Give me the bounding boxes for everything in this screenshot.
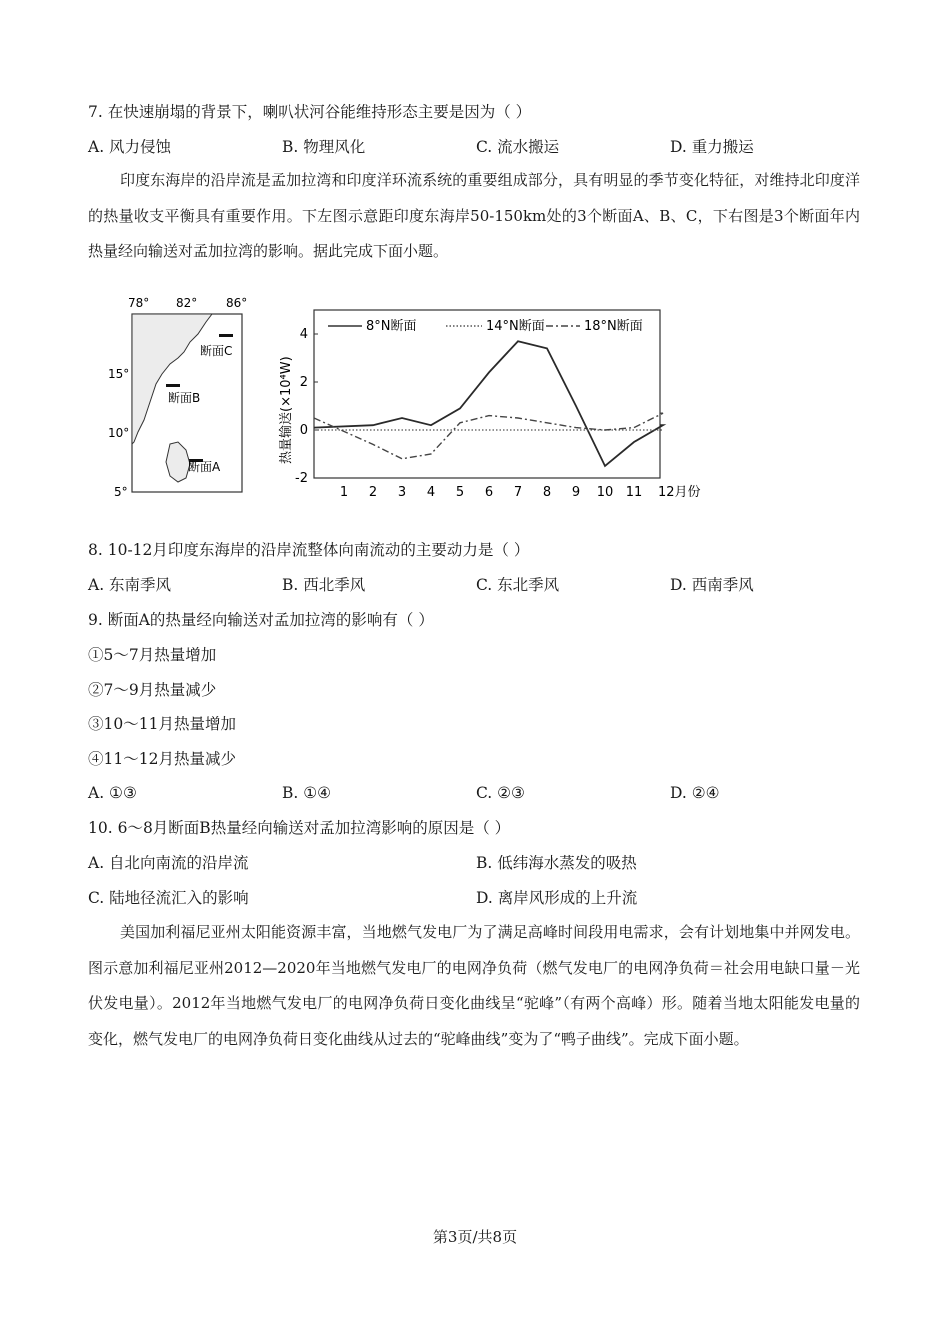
q10-option-a: A. 自北向南流的沿岸流 xyxy=(88,854,249,872)
q7-option-d: D. 重力搬运 xyxy=(670,138,754,156)
lon-label-86: 86° xyxy=(226,296,248,310)
india-east-coast-map xyxy=(108,296,247,499)
y-tick-label: 4 xyxy=(299,327,308,342)
legend-label-14n: 14°N断面 xyxy=(486,319,545,334)
q9-option-d: D. ②④ xyxy=(670,784,720,802)
section-a-label: 断面A xyxy=(188,460,221,474)
section-b-label: 断面B xyxy=(168,391,201,405)
lon-label-82: 82° xyxy=(176,296,198,310)
q10-option-d: D. 离岸风形成的上升流 xyxy=(476,889,638,907)
lat-label-5: 5° xyxy=(114,485,128,499)
q7-option-a: A. 风力侵蚀 xyxy=(88,138,172,156)
q10-option-b: B. 低纬海水蒸发的吸热 xyxy=(476,854,637,872)
x-tick-label: 4 xyxy=(426,485,436,500)
q8-option-d: D. 西南季风 xyxy=(670,576,754,594)
figure-svg xyxy=(100,292,720,502)
passage-indian-coastal-current: 印度东海岸的沿岸流是孟加拉湾和印度洋环流系统的重要组成部分，具有明显的季节变化特征，对维持北印度洋的热量收支平衡具有重要作用。下左图示意距印度东海岸50-150km处的3个断面A、B、C，下右图是3个断面年内热量经向输送对孟加拉湾的影响。据此完成下面小题。 xyxy=(88,171,860,260)
chart-ylabel: 热量输送(×10⁴W) xyxy=(279,356,294,464)
x-tick-label: 2 xyxy=(368,485,378,500)
q9-item-2: ②7～9月热量减少 xyxy=(88,681,217,699)
section-c-label: 断面C xyxy=(200,344,233,358)
chart-x-axis xyxy=(340,485,701,500)
x-tick-label: 1 xyxy=(339,485,349,500)
x-tick-label: 12月份 xyxy=(658,485,701,500)
x-tick-label: 5 xyxy=(455,485,465,500)
q8-option-a: A. 东南季风 xyxy=(88,576,172,594)
page-footer: 第3页/共8页 xyxy=(432,1228,518,1246)
section-b-marker xyxy=(166,384,180,387)
lon-label-78: 78° xyxy=(128,296,150,310)
q9-item-3: ③10～11月热量增加 xyxy=(88,715,236,733)
q8-option-b: B. 西北季风 xyxy=(282,576,366,594)
y-tick-label: 0 xyxy=(299,423,308,438)
q8-stem: 8. 10-12月印度东海岸的沿岸流整体向南流动的主要动力是（ ） xyxy=(88,541,530,559)
x-tick-label: 8 xyxy=(542,485,552,500)
x-tick-label: 7 xyxy=(513,485,523,500)
q7-option-c: C. 流水搬运 xyxy=(476,138,560,156)
x-tick-label: 9 xyxy=(571,485,581,500)
q9-item-1: ①5～7月热量增加 xyxy=(88,646,217,664)
chart-legend xyxy=(328,318,643,334)
figure-map-and-chart xyxy=(100,292,720,506)
lat-label-15: 15° xyxy=(108,367,130,381)
q7-option-b: B. 物理风化 xyxy=(282,138,366,156)
q9-option-a: A. ①③ xyxy=(88,784,137,802)
chart-plot-frame xyxy=(314,310,660,478)
x-tick-label: 3 xyxy=(397,485,407,500)
heat-transport-chart xyxy=(278,310,701,500)
x-tick-label: 11 xyxy=(625,485,643,500)
q8-option-c: C. 东北季风 xyxy=(476,576,560,594)
x-tick-label: 6 xyxy=(484,485,494,500)
q10-stem: 10. 6～8月断面B热量经向输送对孟加拉湾影响的原因是（ ） xyxy=(88,819,511,837)
x-tick-label: 10 xyxy=(596,485,614,500)
legend-label-8n: 8°N断面 xyxy=(366,319,417,334)
q9-stem: 9. 断面A的热量经向输送对孟加拉湾的影响有（ ） xyxy=(88,611,434,629)
section-c-marker xyxy=(219,334,233,337)
q9-option-c: C. ②③ xyxy=(476,784,525,802)
passage-california-duck-curve: 美国加利福尼亚州太阳能资源丰富，当地燃气发电厂为了满足高峰时间段用电需求，会有计划地集中并网发电。图示意加利福尼亚州2012—2020年当地燃气发电厂的电网净负荷（燃气发电厂的电网净负荷＝社会用电缺口量－光伏发电量）。2012年当地燃气发电厂的电网净负荷日变化曲线呈“驼峰”（有两个高峰）形。随着当地太阳能发电量的变化，燃气发电厂的电网净负荷日变化曲线从过去的“驼峰曲线”变为了“鸭子曲线”。完成下面小题。 xyxy=(88,923,860,1048)
q9-option-b: B. ①④ xyxy=(282,784,332,802)
lat-label-10: 10° xyxy=(108,426,130,440)
q9-item-4: ④11～12月热量减少 xyxy=(88,750,236,768)
q10-option-c: C. 陆地径流汇入的影响 xyxy=(88,889,249,907)
y-tick-label: 2 xyxy=(299,375,308,390)
q7-stem: 7. 在快速崩塌的背景下，喇叭状河谷能维持形态主要是因为（ ） xyxy=(88,103,532,121)
legend-label-18n: 18°N断面 xyxy=(584,319,643,334)
y-tick-label: -2 xyxy=(295,471,308,486)
